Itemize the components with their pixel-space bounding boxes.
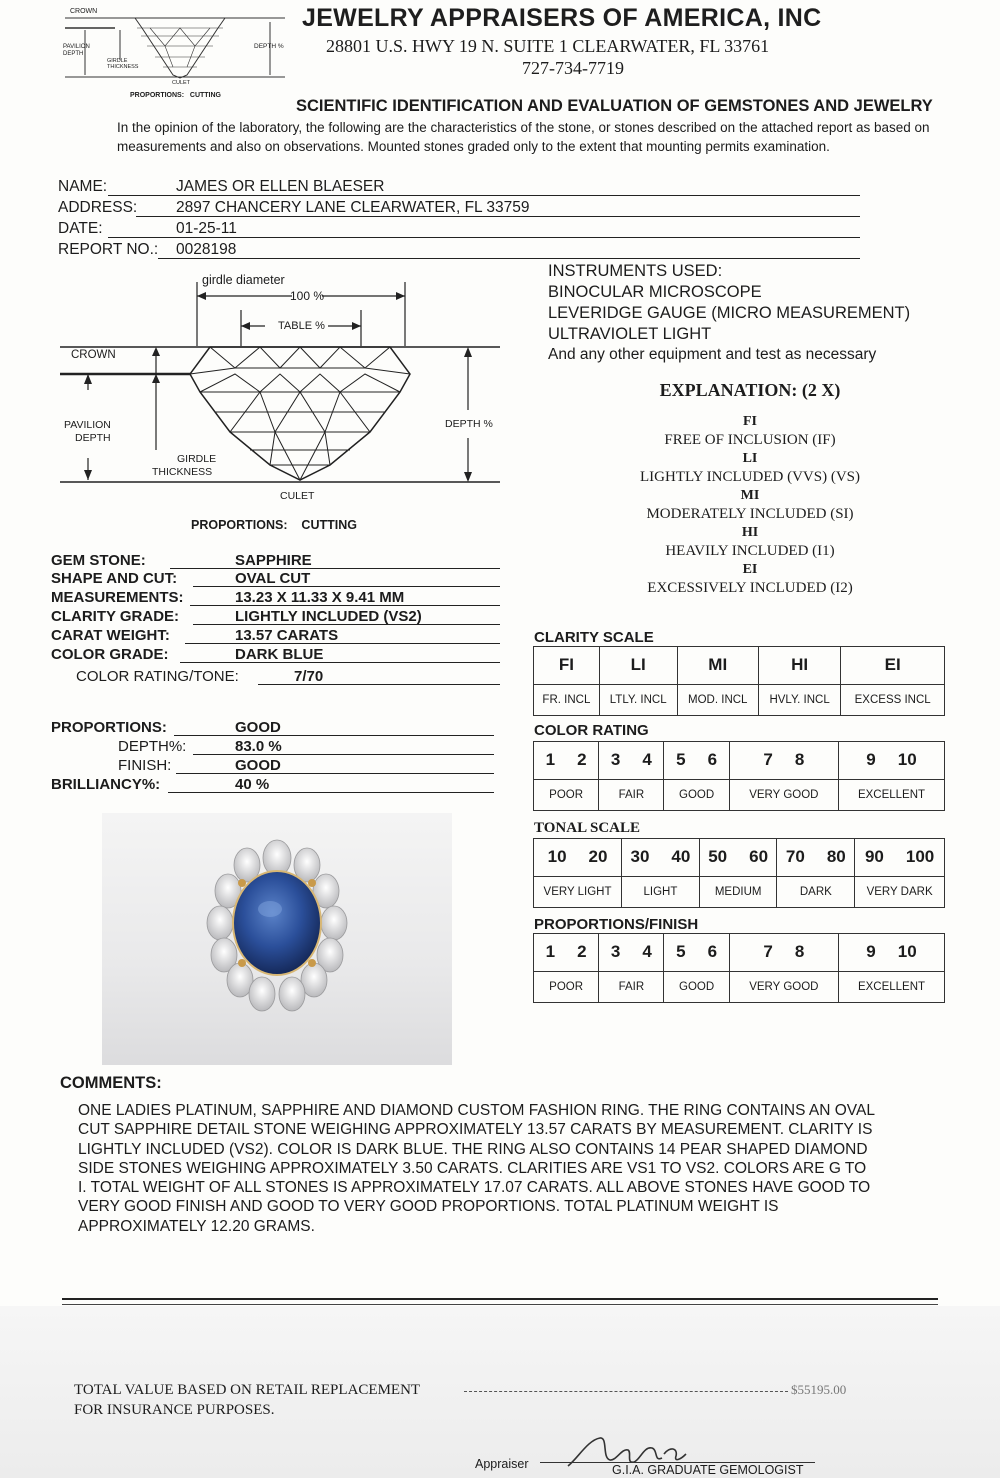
instrument-2: LEVERIDGE GAUGE (MICRO MEASUREMENT) [548,304,911,322]
instrument-3: ULTRAVIOLET LIGHT [548,325,712,343]
color-rating-table [533,741,945,811]
tone-value: 7/70 [294,668,324,685]
footer-divider [62,1298,938,1300]
culet-label: CULET [280,490,315,502]
color-bot-3: GOOD [664,779,729,810]
comments-body [78,1101,958,1236]
company-phone: 727-734-7719 [522,58,624,78]
clarity-value: LIGHTLY INCLUDED (VS2) [235,608,422,625]
total-value-label: TOTAL VALUE BASED ON RETAIL REPLACEMENT [74,1382,421,1398]
date-value: 01-25-11 [176,220,237,237]
proportions-value: GOOD [235,719,281,736]
diamond-diagram [60,270,510,540]
clarity-bot-2: LTLY. INCL [599,684,677,715]
instrument-1: BINOCULAR MICROSCOPE [548,283,762,301]
color-bot-2: FAIR [599,779,664,810]
proportions-label: PROPORTIONS: [51,719,167,736]
comment-line: CUT SAPPHIRE DETAIL STONE WEIGHING APPROXIMATELY 13.57 CARATS BY MEASUREMENT. CLARITY IS [78,1121,873,1139]
carat-label: CARAT WEIGHT: [51,627,170,644]
color-cell-2: 3 4 [599,742,664,780]
diamond-drawing [60,270,510,500]
color-rating-title: COLOR RATING [534,722,649,739]
ring-image [102,813,452,1065]
carat-value: 13.57 CARATS [235,627,339,644]
measurements-label: MEASUREMENTS: [51,589,184,606]
girdle-label-1: GIRDLE [177,453,217,465]
explanation-title: EXPLANATION: (2 X) [659,380,841,400]
gemstone-label: GEM STONE: [51,552,146,569]
finish-value: GOOD [235,757,281,774]
mini-diagram [55,0,285,105]
footer-divider-2 [62,1304,938,1305]
mini-crown-label: CROWN [70,8,98,15]
hi-code: HI [741,525,759,540]
girdle-diameter-label: girdle diameter [202,273,285,287]
prop-cell-2: 3 4 [599,934,664,972]
company-name: JEWELRY APPRAISERS OF AMERICA, INC [302,4,822,32]
gemologist-label: G.I.A. GRADUATE GEMOLOGIST [612,1463,804,1477]
measurements-value: 13.23 X 11.33 X 9.41 MM [235,589,405,606]
mini-pavilion-label: PAVILION DEPTH [63,44,90,57]
shape-label: SHAPE AND CUT: [51,570,178,587]
crown-label: CROWN [71,349,116,361]
clarity-scale-table [533,646,945,716]
company-address: 28801 U.S. HWY 19 N. SUITE 1 CLEARWATER, FL 33761 [326,36,770,56]
date-label: DATE: [58,220,103,237]
clarity-bot-5: EXCESS INCL [841,684,945,715]
insurance-label: FOR INSURANCE PURPOSES. [74,1402,275,1418]
comment-line: LIGHTLY INCLUDED (VS2). COLOR IS DARK BLUE. THE RING ALSO CONTAINS 14 PEAR SHAPED DIAMOND [78,1140,868,1158]
li-desc: LIGHTLY INCLUDED (VVS) (VS) [640,469,860,485]
color-cell-4: 7 8 [729,742,838,780]
prop-cell-1: 1 2 [534,934,599,972]
color-grade-label: COLOR GRADE: [51,646,169,663]
address-value: 2897 CHANCERY LANE CLEARWATER, FL 33759 [176,199,530,216]
tonal-bot-3: MEDIUM [699,876,777,907]
total-value-amount: $55195.00 [791,1382,847,1397]
prop-cell-5: 9 10 [838,934,944,972]
fi-desc: FREE OF INCLUSION (IF) [664,432,836,448]
prop-bot-5: EXCELLENT [838,971,944,1002]
clarity-top-3: MI [677,647,758,685]
tonal-cell-3: 50 60 [699,839,777,877]
comments-title: COMMENTS: [60,1074,162,1092]
mini-culet-label: CULET [172,80,191,86]
diagram-caption: PROPORTIONS: CUTTING [191,518,357,532]
color-bot-5: EXCELLENT [838,779,944,810]
tonal-bot-2: LIGHT [622,876,700,907]
name-value: JAMES OR ELLEN BLAESER [176,178,385,195]
color-cell-5: 9 10 [838,742,944,780]
ei-desc: EXCESSIVELY INCLUDED (I2) [647,580,853,596]
mini-girdle-label: GIRDLE THICKNESS [107,58,139,70]
color-cell-1: 1 2 [534,742,599,780]
report-value: 0028198 [176,241,237,258]
instruments-title: INSTRUMENTS USED: [548,262,723,280]
address-label: ADDRESS: [58,199,138,216]
prop-cell-4: 7 8 [729,934,838,972]
tonal-cell-1: 10 20 [534,839,622,877]
name-label: NAME: [58,178,108,195]
explanation-section [600,380,900,598]
prop-bot-1: POOR [534,971,599,1002]
color-grade-value: DARK BLUE [235,646,324,663]
prop-bot-4: VERY GOOD [729,971,838,1002]
tonal-scale-table [533,838,945,908]
clarity-bot-3: MOD. INCL [677,684,758,715]
color-bot-1: POOR [534,779,599,810]
clarity-top-1: FI [534,647,600,685]
color-bot-4: VERY GOOD [729,779,838,810]
tonal-cell-5: 90 100 [855,839,945,877]
gemstone-value: SAPPHIRE [235,552,312,569]
hundred-percent-label: 100 % [290,289,325,303]
clarity-top-4: HI [758,647,840,685]
color-cell-3: 5 6 [664,742,729,780]
intro-line-1: In the opinion of the laboratory, the following are the characteristics of the stone, or stones described on the attached report as based on [117,120,930,135]
li-code: LI [742,451,758,466]
brilliancy-label: BRILLIANCY%: [51,776,161,793]
depth-pct-label: DEPTH%: [118,738,187,755]
prop-cell-3: 5 6 [664,934,729,972]
report-heading: SCIENTIFIC IDENTIFICATION AND EVALUATION OF GEMSTONES AND JEWELRY [296,97,933,115]
clarity-top-2: LI [599,647,677,685]
proportions-finish-title: PROPORTIONS/FINISH [534,916,699,933]
tonal-bot-5: VERY DARK [855,876,945,907]
clarity-bot-1: FR. INCL [534,684,600,715]
tonal-bot-1: VERY LIGHT [534,876,622,907]
depth-pct-value: 83.0 % [235,738,282,755]
mi-code: MI [740,488,760,503]
tonal-scale-title: TONAL SCALE [534,820,641,836]
total-value-leader [464,1391,788,1392]
ei-code: EI [742,562,758,577]
clarity-bot-4: HVLY. INCL [758,684,840,715]
instrument-4: And any other equipment and test as necessary [548,346,877,363]
clarity-scale-title: CLARITY SCALE [534,629,654,646]
tone-label: COLOR RATING/TONE: [76,668,239,685]
comment-line: APPROXIMATELY 12.20 GRAMS. [78,1217,315,1235]
clarity-top-5: EI [841,647,945,685]
mi-desc: MODERATELY INCLUDED (SI) [646,506,854,522]
brilliancy-value: 40 % [235,776,270,793]
tonal-cell-2: 30 40 [622,839,700,877]
prop-bot-2: FAIR [599,971,664,1002]
proportions-finish-table [533,933,945,1003]
fi-code: FI [743,414,757,429]
prop-bot-3: GOOD [664,971,729,1002]
clarity-label: CLARITY GRADE: [51,608,180,625]
report-label: REPORT NO.: [58,241,159,258]
comment-line: ONE LADIES PLATINUM, SAPPHIRE AND DIAMOND CUSTOM FASHION RING. THE RING CONTAINS AN OVAL [78,1102,875,1119]
shape-value: OVAL CUT [235,570,311,587]
comment-line: SIDE STONES WEIGHING APPROXIMATELY 3.50 CARATS. CLARITIES ARE VS1 TO VS2. COLORS ARE G TO [78,1159,867,1177]
depth-label: DEPTH % [445,418,493,430]
table-percent-label: TABLE % [278,320,325,332]
girdle-label-2: THICKNESS [152,466,213,478]
finish-label: FINISH: [118,757,172,774]
ring-photo [102,813,452,1065]
pavilion-label-1: PAVILION [64,419,111,431]
appraiser-label: Appraiser [475,1457,529,1471]
mini-depth-label: DEPTH % [254,43,284,50]
mini-caption: PROPORTIONS: CUTTING [130,92,221,99]
comment-line: VERY GOOD FINISH AND GOOD TO VERY GOOD PROPORTIONS. TOTAL PLATINUM WEIGHT IS [78,1198,779,1216]
comment-line: I. TOTAL WEIGHT OF ALL STONES IS APPROXIMATELY 17.07 CARATS. ALL ABOVE STONES HAVE GOOD TO [78,1179,871,1197]
hi-desc: HEAVILY INCLUDED (I1) [665,543,835,559]
tonal-cell-4: 70 80 [777,839,855,877]
pavilion-label-2: DEPTH [75,432,111,444]
tonal-bot-4: DARK [777,876,855,907]
intro-line-2: measurements and also on observations. Mounted stones graded only to the extent that mounting permits examination. [117,139,830,154]
